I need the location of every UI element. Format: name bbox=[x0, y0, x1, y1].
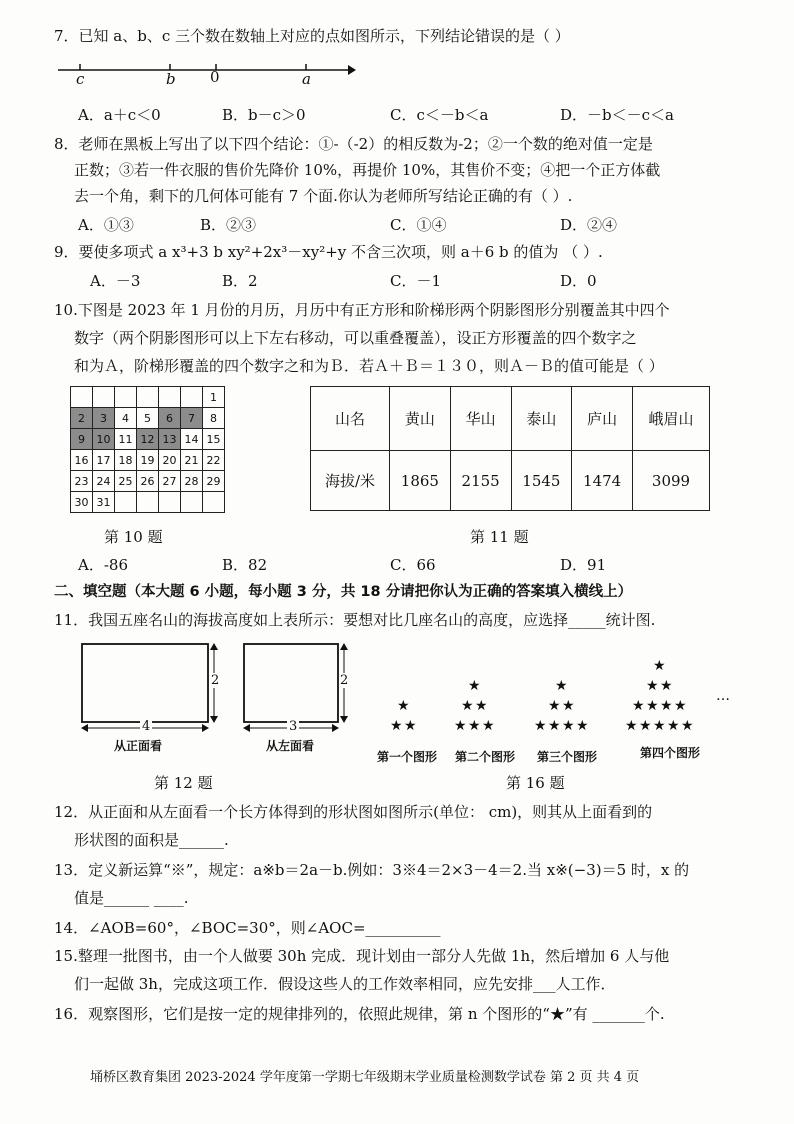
table-cell: 3099 bbox=[633, 451, 710, 511]
q8-option-c[interactable]: C．①④ bbox=[390, 216, 447, 234]
fig12-front-width: 4 bbox=[142, 719, 151, 734]
calendar-cell: 24 bbox=[93, 471, 115, 492]
q15-line-1: 15.整理一批图书，由一个人做要 30h 完成．现计划由一部分人先做 1h，然后增加 6 人与他 bbox=[54, 947, 670, 965]
calendar-cell bbox=[203, 492, 225, 513]
point-b-label: b bbox=[166, 70, 176, 88]
calendar-cell: 13 bbox=[159, 429, 181, 450]
star-icon: ★ bbox=[646, 698, 659, 714]
calendar-cell: 4 bbox=[115, 408, 137, 429]
star-icon: ★ bbox=[576, 718, 589, 734]
star-icon: ★ bbox=[534, 718, 547, 734]
q8-option-b[interactable]: B．②③ bbox=[200, 216, 257, 234]
calendar-cell: 25 bbox=[115, 471, 137, 492]
calendar-grid bbox=[70, 386, 225, 513]
table-header-cell: 黄山 bbox=[390, 387, 451, 451]
q8-line-2: 正数；③若一件衣服的售价先降价 10%，再提价 10%，其售价不变；④把一个正方体截 bbox=[74, 161, 661, 179]
star-icon: ★ bbox=[482, 718, 495, 734]
calendar-cell bbox=[115, 387, 137, 408]
calendar-cell: 3 bbox=[93, 408, 115, 429]
fig12-left-width: 3 bbox=[289, 719, 298, 734]
q9-option-b[interactable]: B．2 bbox=[222, 272, 258, 290]
calendar-cell: 30 bbox=[71, 492, 93, 513]
star-icon: ★ bbox=[653, 718, 666, 734]
q15-line-2: 们一起做 3h，完成这项工作．假设这些人的工作效率相同，应先安排___人工作． bbox=[74, 975, 616, 993]
q9-option-c[interactable]: C．－1 bbox=[390, 272, 442, 290]
star-icon: ★ bbox=[674, 698, 687, 714]
q14-stem: 14．∠AOB=60°，∠BOC=30°，则∠AOC=__________ bbox=[54, 919, 441, 937]
calendar-cell bbox=[159, 492, 181, 513]
q10-option-b[interactable]: B．82 bbox=[222, 556, 268, 574]
calendar-cell bbox=[93, 387, 115, 408]
star-icon: ★ bbox=[667, 718, 680, 734]
star-icon: ★ bbox=[390, 718, 403, 734]
q8-line-3: 去一个角，剩下的几何体可能有 7 个面.你认为老师所写结论正确的有（ ）. bbox=[74, 187, 573, 205]
table-header-cell: 泰山 bbox=[511, 387, 572, 451]
fig16-label-1: 第一个图形 bbox=[377, 750, 438, 764]
star-icon: ★ bbox=[681, 718, 694, 734]
calendar-cell bbox=[181, 387, 203, 408]
calendar-cell bbox=[71, 387, 93, 408]
q9-option-d[interactable]: D．0 bbox=[560, 272, 597, 290]
q10-option-c[interactable]: C．66 bbox=[390, 556, 436, 574]
table-cell: 海拔/米 bbox=[311, 451, 390, 511]
calendar-cell: 27 bbox=[159, 471, 181, 492]
q10-option-a[interactable]: A．-86 bbox=[78, 556, 128, 574]
calendar-cell: 11 bbox=[115, 429, 137, 450]
star-icon: ★ bbox=[625, 718, 638, 734]
calendar-cell: 10 bbox=[93, 429, 115, 450]
calendar-cell: 12 bbox=[137, 429, 159, 450]
q16-stem: 16．观察图形，它们是按一定的规律排列的，依照此规律，第 n 个图形的“★”有 _______个. bbox=[54, 1005, 665, 1023]
star-icon: ★ bbox=[660, 678, 673, 694]
q12-caption: 第 12 题 bbox=[154, 774, 213, 792]
calendar-cell: 7 bbox=[181, 408, 203, 429]
table-header-cell: 华山 bbox=[450, 387, 511, 451]
page-footer: 埇桥区教育集团 2023-2024 学年度第一学期七年级期末学业质量检测数学试卷 第 2 页 共 4 页 bbox=[90, 1070, 640, 1085]
calendar-cell: 1 bbox=[203, 387, 225, 408]
q10-caption: 第 10 题 bbox=[104, 528, 163, 546]
q12-line-2: 形状图的面积是______. bbox=[74, 831, 229, 849]
calendar-cell: 18 bbox=[115, 450, 137, 471]
q9-option-a[interactable]: A．－3 bbox=[90, 272, 141, 290]
calendar-cell: 19 bbox=[137, 450, 159, 471]
star-icon: ★ bbox=[562, 718, 575, 734]
star-icon: ★ bbox=[468, 678, 481, 694]
q12-line-1: 12．从正面和从左面看一个长方体得到的形状图如图所示(单位： cm)，则其从上面看到的 bbox=[54, 803, 653, 821]
calendar-row bbox=[71, 429, 225, 450]
fig12-front-view bbox=[78, 640, 228, 750]
q8-option-a[interactable]: A．①③ bbox=[78, 216, 134, 234]
mountain-table bbox=[310, 386, 710, 511]
q8-line-1: 8．老师在黑板上写出了以下四个结论：①-（-2）的相反数为-2；②一个数的绝对值一定是 bbox=[54, 135, 653, 153]
calendar-cell: 2 bbox=[71, 408, 93, 429]
q11-caption: 第 11 题 bbox=[470, 528, 529, 546]
calendar-cell: 14 bbox=[181, 429, 203, 450]
q13-line-1: 13．定义新运算“※”，规定：a※b＝2a－b.例如：3※4＝2×3－4＝2.当 x※(−3)＝5 时，x 的 bbox=[54, 861, 690, 879]
table-cell: 1474 bbox=[572, 451, 633, 511]
calendar-cell bbox=[137, 387, 159, 408]
table-header-cell: 峨眉山 bbox=[633, 387, 710, 451]
q11-stem: 11．我国五座名山的海拔高度如上表所示：要想对比几座名山的高度，应选择_____统计图. bbox=[54, 611, 656, 629]
q16-caption: 第 16 题 bbox=[506, 774, 565, 792]
calendar-cell: 8 bbox=[203, 408, 225, 429]
star-icon: ★ bbox=[555, 678, 568, 694]
point-zero-label: 0 bbox=[210, 68, 220, 86]
star-icon: ★ bbox=[562, 698, 575, 714]
calendar-row bbox=[71, 492, 225, 513]
q7-stem: 7．已知 a、b、c 三个数在数轴上对应的点如图所示，下列结论错误的是（ ） bbox=[54, 27, 570, 45]
q7-option-a[interactable]: A．a＋c＜0 bbox=[78, 106, 161, 124]
star-icon: ★ bbox=[660, 698, 673, 714]
star-icon: ★ bbox=[639, 718, 652, 734]
star-icon: ★ bbox=[454, 718, 467, 734]
table-cell: 1545 bbox=[511, 451, 572, 511]
fig12-front-height: 2 bbox=[211, 673, 220, 688]
star-icon: ★ bbox=[468, 718, 481, 734]
calendar-cell: 22 bbox=[203, 450, 225, 471]
q10-line-2: 数字（两个阴影图形可以上下左右移动，可以重叠覆盖），设正方形覆盖的四个数字之 bbox=[74, 329, 637, 347]
star-icon: ★ bbox=[461, 698, 474, 714]
q7-option-b[interactable]: B．b－c＞0 bbox=[222, 106, 306, 124]
star-icon: ★ bbox=[548, 718, 561, 734]
q8-option-d[interactable]: D．②④ bbox=[560, 216, 618, 234]
calendar-cell bbox=[159, 387, 181, 408]
q10-line-1: 10.下图是 2023 年 1 月份的月历，月历中有正方形和阶梯形两个阴影图形分别覆盖其中四个 bbox=[54, 301, 670, 319]
star-icon: ★ bbox=[397, 698, 410, 714]
calendar-row bbox=[71, 450, 225, 471]
calendar-row bbox=[71, 387, 225, 408]
q7-option-d[interactable]: D．－b＜－c＜a bbox=[560, 106, 674, 124]
q9-stem: 9．要使多项式 a x³+3 b xy²+2x³－xy²+y 不含三次项，则 a＋6 b 的值为 （ ）. bbox=[54, 243, 603, 261]
q10-line-3: 和为Ａ，阶梯形覆盖的四个数字之和为Ｂ．若Ａ＋Ｂ＝１３０，则Ａ－Ｂ的值可能是（ ） bbox=[74, 357, 664, 375]
calendar-cell: 28 bbox=[181, 471, 203, 492]
calendar-cell: 17 bbox=[93, 450, 115, 471]
fig12-front-label: 从正面看 bbox=[114, 739, 163, 753]
table-cell: 2155 bbox=[450, 451, 511, 511]
table-cell: 1865 bbox=[390, 451, 451, 511]
calendar-cell: 20 bbox=[159, 450, 181, 471]
calendar-cell: 6 bbox=[159, 408, 181, 429]
star-icon: ★ bbox=[646, 678, 659, 694]
calendar-cell: 31 bbox=[93, 492, 115, 513]
point-a-label: a bbox=[302, 70, 311, 88]
section-2-title: 二、填空题（本大题 6 小题，每小题 3 分，共 18 分请把你认为正确的答案填入横线上） bbox=[54, 584, 633, 600]
table-header-cell: 庐山 bbox=[572, 387, 633, 451]
calendar-cell: 15 bbox=[203, 429, 225, 450]
q7-option-c[interactable]: C．c＜－b＜a bbox=[390, 106, 489, 124]
fig12-left-label: 从左面看 bbox=[266, 739, 315, 753]
star-icon: ★ bbox=[632, 698, 645, 714]
fig12-left-view bbox=[240, 640, 360, 750]
number-line bbox=[56, 56, 356, 92]
calendar-cell: 21 bbox=[181, 450, 203, 471]
q10-option-d[interactable]: D．91 bbox=[560, 556, 607, 574]
point-c-label: c bbox=[76, 70, 85, 88]
calendar-cell: 5 bbox=[137, 408, 159, 429]
fig16-label-3: 第三个图形 bbox=[537, 750, 598, 764]
calendar-row bbox=[71, 408, 225, 429]
fig16-label-4: 第四个图形 bbox=[640, 746, 701, 760]
calendar-cell bbox=[181, 492, 203, 513]
calendar-cell: 26 bbox=[137, 471, 159, 492]
calendar-row bbox=[71, 471, 225, 492]
fig16-label-2: 第二个图形 bbox=[455, 750, 516, 764]
star-icon: ★ bbox=[653, 658, 666, 674]
calendar-cell: 29 bbox=[203, 471, 225, 492]
star-icon: ★ bbox=[475, 698, 488, 714]
calendar-cell: 9 bbox=[71, 429, 93, 450]
calendar-cell bbox=[115, 492, 137, 513]
table-header-cell: 山名 bbox=[311, 387, 390, 451]
fig12-left-height: 2 bbox=[340, 673, 349, 688]
star-icon: ★ bbox=[404, 718, 417, 734]
calendar-cell bbox=[137, 492, 159, 513]
calendar-cell: 16 bbox=[71, 450, 93, 471]
q13-line-2: 值是______ ____. bbox=[74, 889, 189, 907]
calendar-cell: 23 bbox=[71, 471, 93, 492]
star-icon: ★ bbox=[548, 698, 561, 714]
fig16-ellipsis: … bbox=[716, 688, 730, 704]
